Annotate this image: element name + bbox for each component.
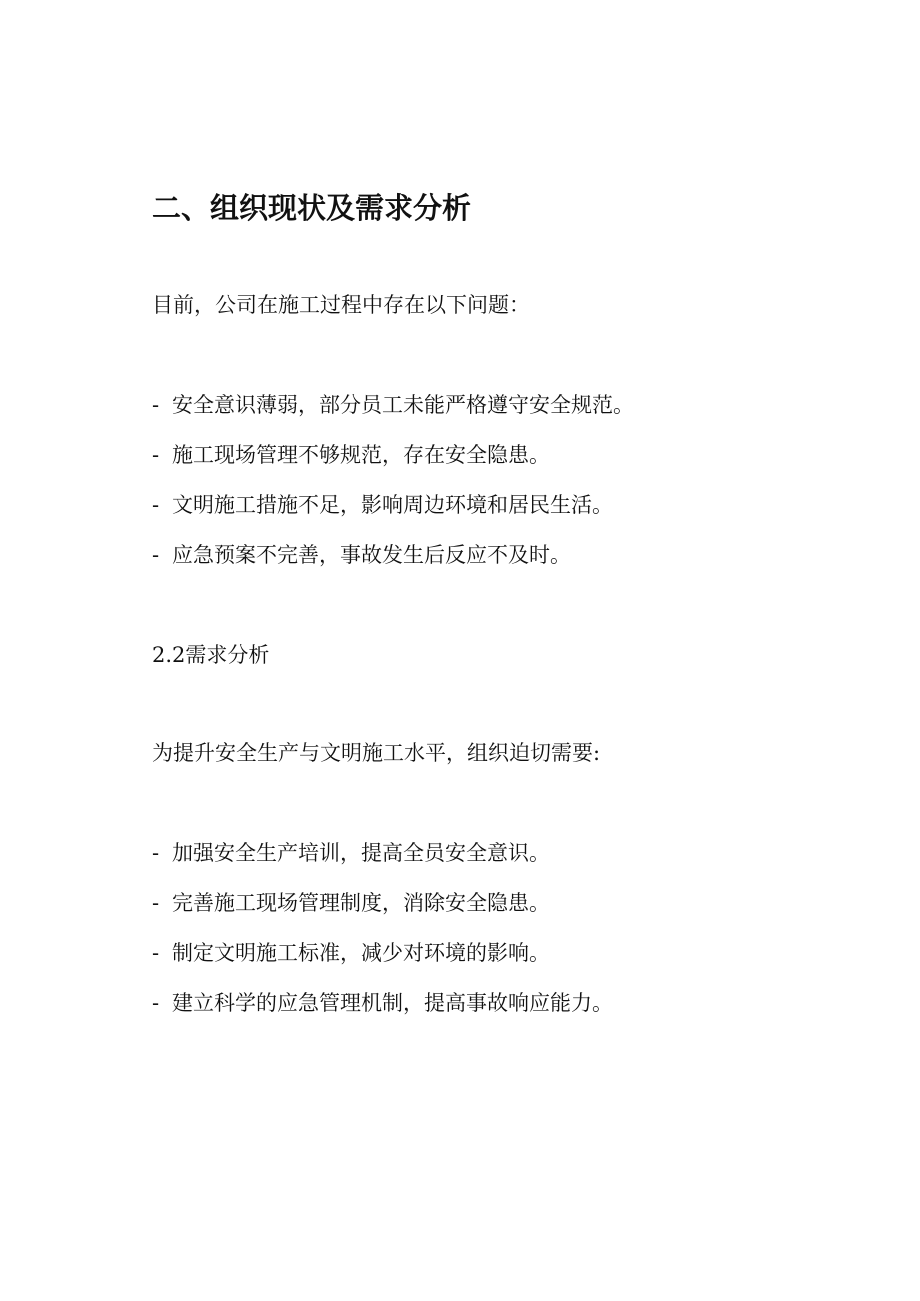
list-item-text: 加强安全生产培训，提高全员安全意识。 bbox=[172, 841, 550, 865]
subsection-heading: 2.2需求分析 bbox=[152, 643, 270, 667]
list-marker: - bbox=[152, 543, 160, 567]
list-item-text: 制定文明施工标准，减少对环境的影响。 bbox=[172, 941, 550, 965]
list-item-text: 安全意识薄弱，部分员工未能严格遵守安全规范。 bbox=[172, 393, 634, 417]
list-item-text: 施工现场管理不够规范，存在安全隐患。 bbox=[172, 443, 550, 467]
section-intro: 目前，公司在施工过程中存在以下问题： bbox=[152, 293, 530, 317]
list-item bbox=[152, 838, 613, 888]
list-item bbox=[152, 390, 634, 440]
section-heading: 二、组织现状及需求分析 bbox=[152, 191, 472, 225]
subsection-intro: 为提升安全生产与文明施工水平，组织迫切需要: bbox=[152, 741, 601, 765]
list-item bbox=[152, 440, 634, 490]
list-item-text: 建立科学的应急管理机制，提高事故响应能力。 bbox=[172, 991, 613, 1015]
list-marker: - bbox=[152, 991, 160, 1015]
list-item bbox=[152, 988, 613, 1038]
list-marker: - bbox=[152, 493, 160, 517]
list-item bbox=[152, 888, 613, 938]
list-item bbox=[152, 938, 613, 988]
list-marker: - bbox=[152, 941, 160, 965]
list-item-text: 文明施工措施不足，影响周边环境和居民生活。 bbox=[172, 493, 613, 517]
list-marker: - bbox=[152, 891, 160, 915]
list-marker: - bbox=[152, 443, 160, 467]
list-marker: - bbox=[152, 841, 160, 865]
list-item-text: 完善施工现场管理制度，消除安全隐患。 bbox=[172, 891, 550, 915]
list-item bbox=[152, 540, 634, 590]
list-marker: - bbox=[152, 393, 160, 417]
needs-list bbox=[152, 838, 613, 1038]
list-item-text: 应急预案不完善，事故发生后反应不及时。 bbox=[172, 543, 571, 567]
list-item bbox=[152, 490, 634, 540]
problems-list bbox=[152, 390, 634, 590]
